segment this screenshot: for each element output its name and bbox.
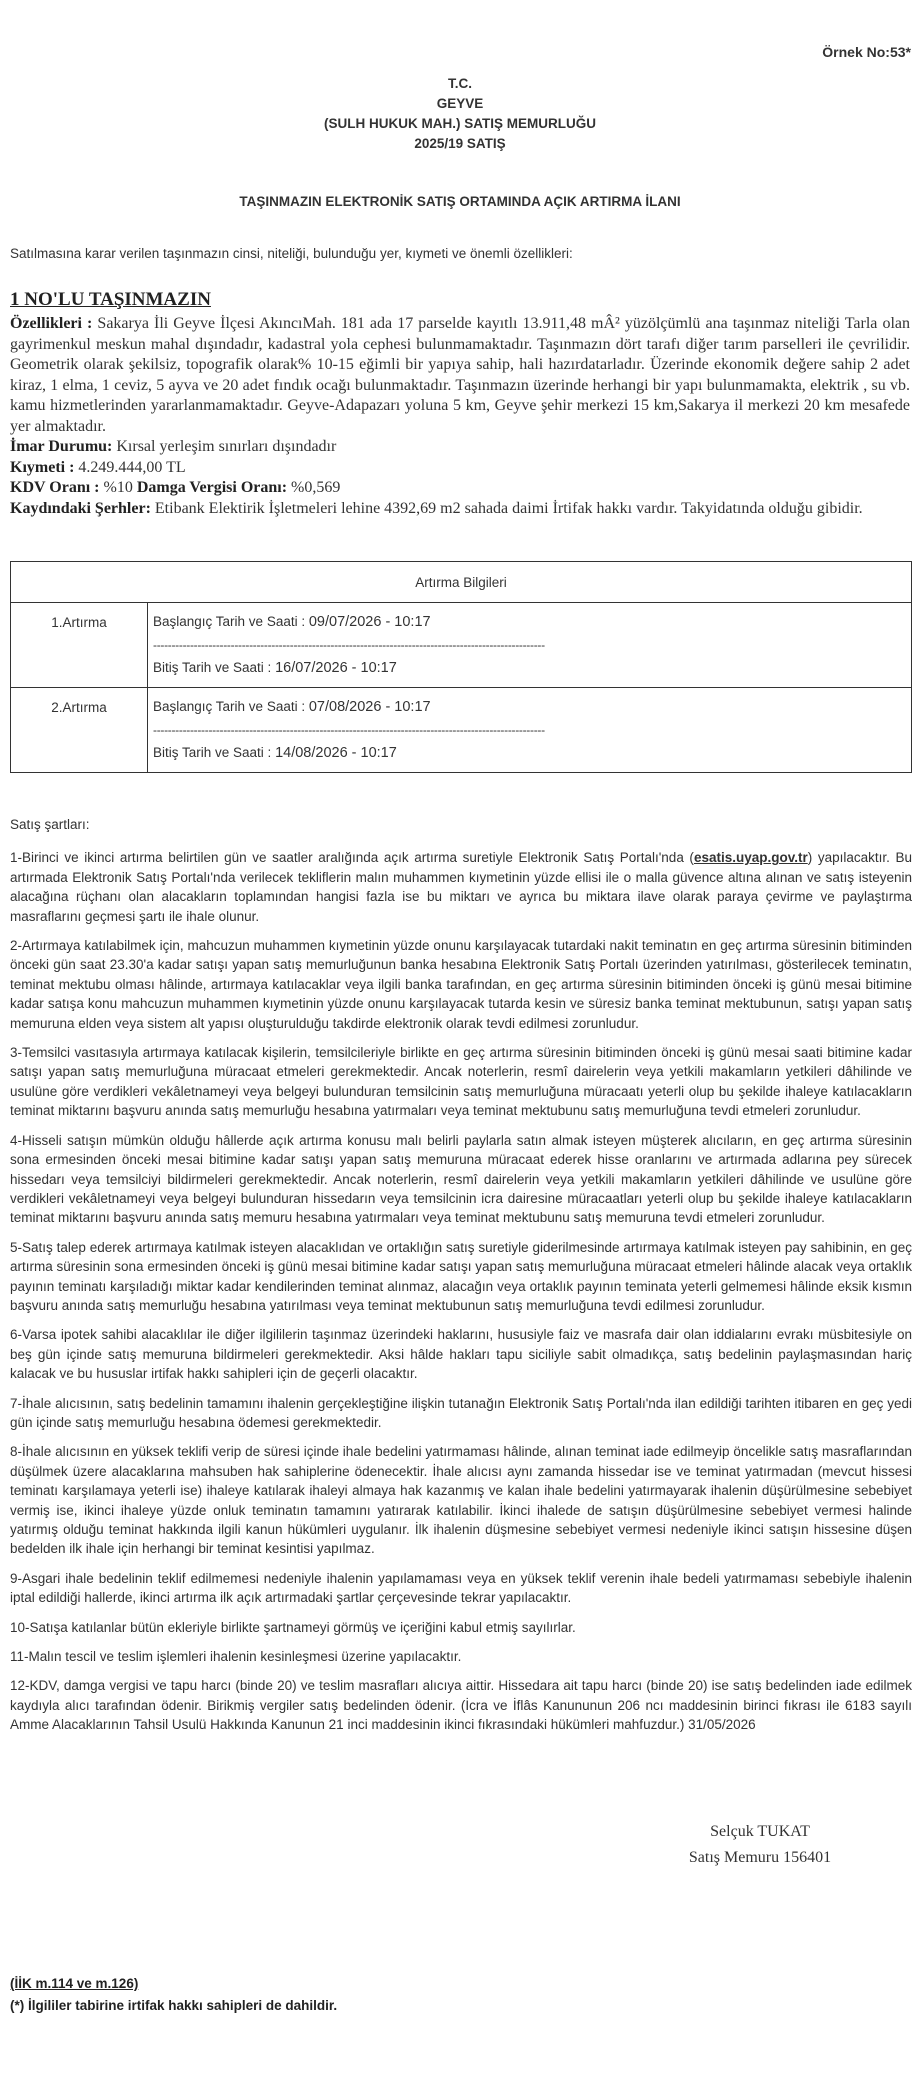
term-1-text-start: 1-Birinci ve ikinci artırma belirtilen gün ve saatler aralığında açık artırma suretiyle Elektronik Satış Portalı'nda ( [10, 850, 694, 866]
end-datetime: 14/08/2026 - 10:17 [275, 745, 397, 761]
footnote-note: (*) İlgililer tabirine irtifak hakkı sahipleri de dahildir. [10, 1998, 338, 2013]
term-3: 3-Temsilci vasıtasıyla artırmaya katılacak kişilerin, temsilcileriyle birlikte en geç artırma süresinin bitiminden önceki iş günü mesai saati bitimine kadar satışı yapan satış memurluğuna müracaat etmeleri gerekmektedir. Ancak noterlerin, resmî dairelerin veya yetkili makamların yetkileri dâhilinde ve usulüne göre verdikleri vekâletnameyi veya belgeyi bulunduran temsilcinin satış memurluğuna müracaatı yeterli olup bu şekilde ihaleye katılacakların teminat miktarını başvuru anında satış memurluğu hesabına yatırmaları veya teminat mektubunu satış memurluğuna tevdi etmeleri zorunludur. [10, 1045, 912, 1119]
end-label: Bitiş Tarih ve Saati : [153, 660, 276, 675]
property-section [10, 288, 910, 519]
start-label: Başlangıç Tarih ve Saati : [153, 699, 309, 714]
auction-start [153, 611, 905, 633]
auction-round-details [148, 603, 912, 688]
term-10: 10-Satışa katılanlar bütün ekleriyle birlikte şartnameyi görmüş ve içeriğini kabul etmiş sayılırlar. [10, 1619, 576, 1635]
header-line-file-no: 2025/19 SATIŞ [414, 136, 506, 151]
property-zoning [10, 437, 910, 458]
property-heading: 1 NO'LU TAŞINMAZIN [10, 289, 211, 310]
separator-line: ---------------------------------------------------------------------------------------------------------- [153, 638, 545, 652]
footnotes [10, 1973, 337, 2017]
term-2: 2-Artırmaya katılabilmek için, mahcuzun muhammen kıymetinin yüzde onunu karşılayacak tutardaki nakit teminatın en geç artırma süresinin bitiminden önceki gün saat 23.30'a kadar satışı yapan satış memurluğunun banka hesabına Elektronik Satış Portalı üzerinden yatırılması, gösterilecek teminatın, teminat mektubu olması hâlinde, artırmaya katılacaklar veya ilgili banka tarafından, en geç artırma süresinin bitiminden önceki iş günü mesai bitimine kadar satışa konu mahcuzun muhammen kıymetinin yüzde onunu karşılayacak tutarda kesin ve süresiz banka teminat mektubunun, satışı yapan satış memuruna elden veya sistem alt yapısı oluşturulduğu takdirde elektronik olarak tevdi edilmesi zorunludur. [10, 938, 912, 1031]
term-9: 9-Asgari ihale bedelinin teklif edilmemesi nedeniyle ihalenin yapılamaması veya en yüksek teklif verenin ihale bedeli yatırmaması sebebiyle ihalenin iptal edildiği hallerde, ikinci artırma ilk açık artırmadaki şartlar çerçevesinde tekrar yapılacaktır. [10, 1570, 912, 1606]
annotations-text: Etibank Elektirik İşletmeleri lehine 4392,69 m2 sahada daimi İrtifak hakkı vardır. Takyidatında olduğu gibidir. [150, 499, 863, 517]
auction-end [153, 742, 905, 764]
value-label: Kıymeti : [10, 458, 75, 476]
stamp-tax-text: %0,569 [287, 479, 341, 496]
term-12: 12-KDV, damga vergisi ve tapu harcı (binde 20) ve teslim masrafları alıcıya aittir. Hissedara ait tapu harcı (binde 20) ise satış bedelinden iade edilmek kaydıyla alıcı tarafından ödenir. Birikmiş vergiler satış bedelinden ödenir. (İcra ve İflâs Kanununun 206 ncı maddesinin birinci fıkrası ile 6183 sayılı Amme Alacaklarının Tahsil Usulü Hakkında Kanunun 21 inci maddesinin ikinci fıkrasındaki hükümleri mahfuzdur.) 31/05/2026 [10, 1678, 912, 1733]
auction-start [153, 696, 905, 718]
terms-title: Satış şartları: [10, 817, 90, 832]
law-reference: (İİK m.114 ve m.126) [10, 1976, 139, 1991]
header-line-office: (SULH HUKUK MAH.) SATIŞ MEMURLUĞU [324, 116, 596, 131]
vat-label: KDV Oranı : [10, 479, 100, 496]
zoning-text: Kırsal yerleşim sınırları dışındadır [112, 438, 337, 455]
term-1 [10, 848, 912, 926]
auction-round-name: 2.Artırma [11, 688, 148, 773]
vat-text: %10 [99, 479, 137, 496]
esatis-portal-link[interactable]: esatis.uyap.gov.tr [693, 850, 808, 866]
header-line-location: GEYVE [436, 96, 484, 111]
term-11: 11-Malın tescil ve teslim işlemleri ihalenin kesinleşmesi üzerine yapılacaktır. [10, 1649, 462, 1665]
property-tax-rates [10, 478, 910, 499]
auction-end [153, 657, 905, 679]
start-datetime: 09/07/2026 - 10:17 [308, 614, 431, 630]
header-line-tc: T.C. [447, 76, 472, 91]
end-datetime: 16/07/2026 - 10:17 [275, 660, 397, 676]
auction-round-name: 1.Artırma [11, 603, 148, 688]
value-text: 4.249.444,00 TL [74, 458, 186, 476]
term-4: 4-Hisseli satışın mümkün olduğu hâllerde açık artırma konusu malı belirli paylarla satın almak isteyen müşterek alıcıların, en geç artırma süresinin sona ermesinden önceki mesai bitimine kadar satışı yapan satış memuruna müracaat ederek hisse oranlarını ve artırmada adlarına pey sürecek hissedarı veya temsilciyi bildirmeleri gerekmektedir. Ancak noterlerin, resmî dairelerin veya yetkili makamların yetkileri dâhilinde ve usulüne göre verdikleri vekâletnameyi veya belgeyi bulunduran hissedarın veya temsilcinin icra dairesine müracaatları yeterli olup bu şekilde ihaleye katılacakların teminat miktarını başvuru anında satış memuru hesabına yatırmaları veya teminat mektubunu satış memuruna tevdi etmeleri zorunludur. [10, 1132, 912, 1226]
property-features [10, 314, 910, 437]
auction-round-row [11, 688, 912, 773]
document-header [0, 74, 920, 154]
zoning-label: İmar Durumu: [10, 438, 113, 455]
auction-table-title: Artırma Bilgileri [11, 562, 912, 603]
term-8: 8-İhale alıcısının en yüksek teklifi verip de süresi içinde ihale bedelini yatırmaması hâlinde, alınan teminat iade edilmeyip öncelikle satış masraflarından düşülmek üzere alacaklarına mahsuben hak sahiplerine ödenecektir. İhale alıcısı aynı zamanda hissedar ise ve teminat yatırmadan (mevcut hissesi teminatı karşılamaya yeterli ise) ihaleye katılarak ihaleyi almaya hak kazanmış ve kalan ihale bedelini yatırmayarak ihalenin düşürülmesine sebebiyet vermiş ise, ikinci ihaleye yüzde onluk teminatın tamamını yatırarak katılabilir. İkinci ihalede de satışın düşürülmesine sebebiyet vermesi halinde yatırmış olduğu teminat hakkında ilgili kanun hükümleri uygulanır. İlk ihalenin düşmesine sebebiyet vermesi nedeniyle ikinci satışın hissesine düşen bedelden ilk ihale için herhangi bir teminat kesintisi yapılmaz. [10, 1444, 912, 1557]
features-label: Özellikleri : [10, 315, 93, 332]
stamp-tax-label: Damga Vergisi Oranı: [136, 479, 288, 496]
property-value [10, 458, 910, 479]
term-5: 5-Satış talep ederek artırmaya katılmak isteyen alacaklıdan ve ortaklığın satış suretiyle giderilmesinde artırmaya katılmak isteyen pay sahibinin, en geç artırma süresinin sona ermesinden önceki iş günü mesai bitimine kadar satışı yapan satış memurluğuna müracaat etmeleri hâlinde alacak veya ortaklık payının teminatı karşıladığı miktar kadar kendilerinden teminat alınmaz, alacağın veya ortaklık payının teminata yeterli gelmemesi hâlinde eksik kısmın başvuru anında satış memurluğu hesabına yatırılması veya teminat mektubunun satış memurluğuna tevdi edilmesi zorunludur. [10, 1239, 912, 1313]
signatory-name: Selçuk TUKAT [710, 1823, 810, 1840]
announcement-title: TAŞINMAZIN ELEKTRONİK SATIŞ ORTAMINDA AÇIK ARTIRMA İLANI [239, 194, 681, 209]
intro-text: Satılmasına karar verilen taşınmazın cinsi, niteliği, bulunduğu yer, kıymeti ve önemli özellikleri: [10, 246, 573, 261]
term-7: 7-İhale alıcısının, satış bedelinin tamamını ihalenin gerçekleştiğine ilişkin tutanağın Elektronik Satış Portalı'nda ilan edildiği tarihten itibaren en geç yedi gün içinde satış memurluğu hesabına ödemesi gerekmektedir. [10, 1395, 912, 1430]
auction-info-table [10, 561, 912, 773]
sample-number: Örnek No:53* [822, 44, 911, 60]
start-datetime: 07/08/2026 - 10:17 [308, 699, 431, 715]
features-text: Sakarya İli Geyve İlçesi AkıncıMah. 181 ada 17 parselde kayıtlı 13.911,48 mÂ² yüzölçümlü ana taşınmaz niteliği Tarla olan gayrimenkul meskun mahal dışındadır, kadastral yola cephesi bulunmamaktadır. Taşınmazın dört tarafı diğer tarım parselleri ile çevrilidir. Geometrik olarak şekilsiz, topografik olarak% 10-15 eğimli bir yapıya sahip, hali hazırdatarladır. Üzerinde ekonomik değere sahip 2 adet kiraz, 1 elma, 1 ceviz, 5 ayva ve 20 adet fındık ocağı bulunmaktadır. Taşınmazın üzerinde herhangi bir yapı bulunmamakta, elektrik , su vb. kamu hizmetlerinden yararlanmamaktadır. Geyve-Adapazarı yoluna 5 km, Geyve şehir merkezi 15 km,Sakarya il merkezi 20 km mesafede yer almaktadır. [10, 315, 910, 435]
auction-round-details [148, 688, 912, 773]
separator-line: ---------------------------------------------------------------------------------------------------------- [153, 723, 545, 737]
annotations-label: Kaydındaki Şerhler: [10, 499, 151, 517]
start-label: Başlangıç Tarih ve Saati : [153, 614, 309, 629]
term-1-text-end: ) yapılacaktır. Bu artırmada Elektronik Satış Portalı'nda verilecek tekliflerin malın muhammen kıymetinin yüzde ellisi ile o malla güvence altına alınan ve satış isteyenin alacağına rüçhanı olan alacakların toplamından hangisi fazla ise bu miktarı ve ayrıca bu miktara ilave olarak paraya çevirme ve paylaştırma masraflarını geçmesi şartı ile ihale olunur. [10, 850, 912, 924]
signature-block [660, 1819, 860, 1871]
signatory-title: Satış Memuru 156401 [688, 1849, 832, 1866]
sale-terms [10, 815, 912, 1745]
term-6: 6-Varsa ipotek sahibi alacaklılar ile diğer ilgililerin taşınmaz üzerindeki haklarını, hususiyle faiz ve masrafa dair olan iddialarını evrakı müsbitesiyle on beş gün içinde satış memuruna bildirmeleri gerekmektedir. Aksi hâlde hakları tapu siciliyle sabit olmadıkça, satış bedelinin paylaşmasından hariç kalacak ve bu hususlar irtifak hakkı sahipleri için de geçerli olacaktır. [10, 1327, 912, 1382]
auction-round-row [11, 603, 912, 688]
property-annotations [10, 499, 910, 520]
end-label: Bitiş Tarih ve Saati : [153, 745, 276, 760]
